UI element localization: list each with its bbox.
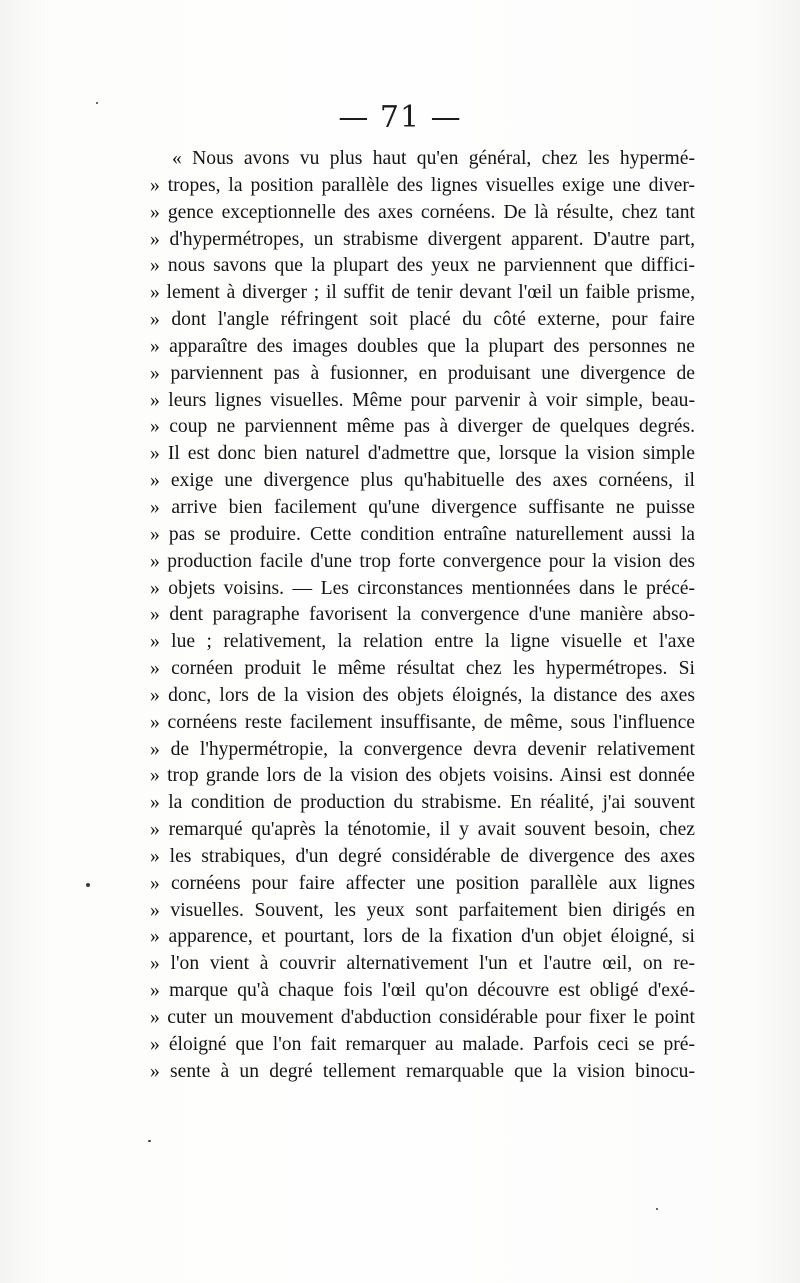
text-line: » arrive bien facilement qu'une divergence suffisante ne puisse	[150, 496, 695, 518]
text-line: » cornéens reste facilement insuffisante, de même, sous l'influence	[150, 711, 695, 733]
text-line: » de l'hypermétropie, la convergence devra devenir relativement	[150, 738, 695, 760]
text-line: » Il est donc bien naturel d'admettre que, lorsque la vision simple	[150, 443, 695, 465]
text-line: » éloigné que l'on fait remarquer au malade. Parfois ceci se pré-	[150, 1033, 695, 1055]
paper-speck	[656, 1208, 658, 1210]
paper-speck	[86, 883, 90, 887]
text-line: » nous savons que la plupart des yeux ne parviennent que diffici-	[150, 255, 695, 277]
text-line: » tropes, la position parallèle des lignes visuelles exige une diver-	[150, 174, 695, 196]
text-line: » parviennent pas à fusionner, en produisant une divergence de	[150, 362, 695, 384]
paper-speck	[148, 1140, 151, 1142]
text-line: » dent paragraphe favorisent la convergence d'une manière abso-	[150, 604, 695, 626]
text-line: » coup ne parviennent même pas à diverger de quelques degrés.	[150, 416, 695, 438]
text-line: » apparaître des images doubles que la plupart des personnes ne	[150, 335, 695, 357]
text-line: » production facile d'une trop forte convergence pour la vision des	[150, 550, 695, 572]
text-line: » les strabiques, d'un degré considérable de divergence des axes	[150, 845, 695, 867]
text-line: » remarqué qu'après la ténotomie, il y avait souvent besoin, chez	[150, 819, 695, 841]
text-line: » exige une divergence plus qu'habituelle des axes cornéens, il	[150, 470, 695, 492]
text-line: » lement à diverger ; il suffit de tenir devant l'œil un faible prisme,	[150, 282, 695, 304]
text-line: » marque qu'à chaque fois l'œil qu'on découvre est obligé d'exé-	[150, 980, 695, 1002]
text-line: » dont l'angle réfringent soit placé du côté externe, pour faire	[150, 309, 695, 331]
text-line: » objets voisins. — Les circonstances mentionnées dans le précé-	[150, 577, 695, 599]
text-line: » sente à un degré tellement remarquable que la vision binocu-	[150, 1060, 695, 1082]
text-line: » donc, lors de la vision des objets éloignés, la distance des axes	[150, 684, 695, 706]
page-number: — 71 —	[338, 100, 462, 135]
text-line: » d'hypermétropes, un strabisme divergent apparent. D'autre part,	[150, 228, 695, 250]
text-line: » trop grande lors de la vision des objets voisins. Ainsi est donnée	[150, 765, 695, 787]
text-line: » pas se produire. Cette condition entraîne naturellement aussi la	[150, 523, 695, 545]
text-line: » visuelles. Souvent, les yeux sont parfaitement bien dirigés en	[150, 899, 695, 921]
text-line: » cornéen produit le même résultat chez les hypermétropes. Si	[150, 658, 695, 680]
text-line: » cornéens pour faire affecter une position parallèle aux lignes	[150, 872, 695, 894]
text-line: » l'on vient à couvrir alternativement l'un et l'autre œil, on re-	[150, 953, 695, 975]
text-line: » leurs lignes visuelles. Même pour parvenir à voir simple, beau-	[150, 389, 695, 411]
text-line: « Nous avons vu plus haut qu'en général, chez les hypermé-	[172, 148, 695, 169]
text-line: » la condition de production du strabisme. En réalité, j'ai souvent	[150, 792, 695, 814]
text-line: » cuter un mouvement d'abduction considérable pour fixer le point	[150, 1007, 695, 1028]
text-line: » lue ; relativement, la relation entre la ligne visuelle et l'axe	[150, 631, 695, 653]
paper-speck	[96, 102, 98, 104]
text-line: » gence exceptionnelle des axes cornéens. De là résulte, chez tant	[150, 201, 695, 223]
text-line: » apparence, et pourtant, lors de la fixation d'un objet éloigné, si	[150, 926, 695, 948]
body-text	[150, 146, 695, 1086]
